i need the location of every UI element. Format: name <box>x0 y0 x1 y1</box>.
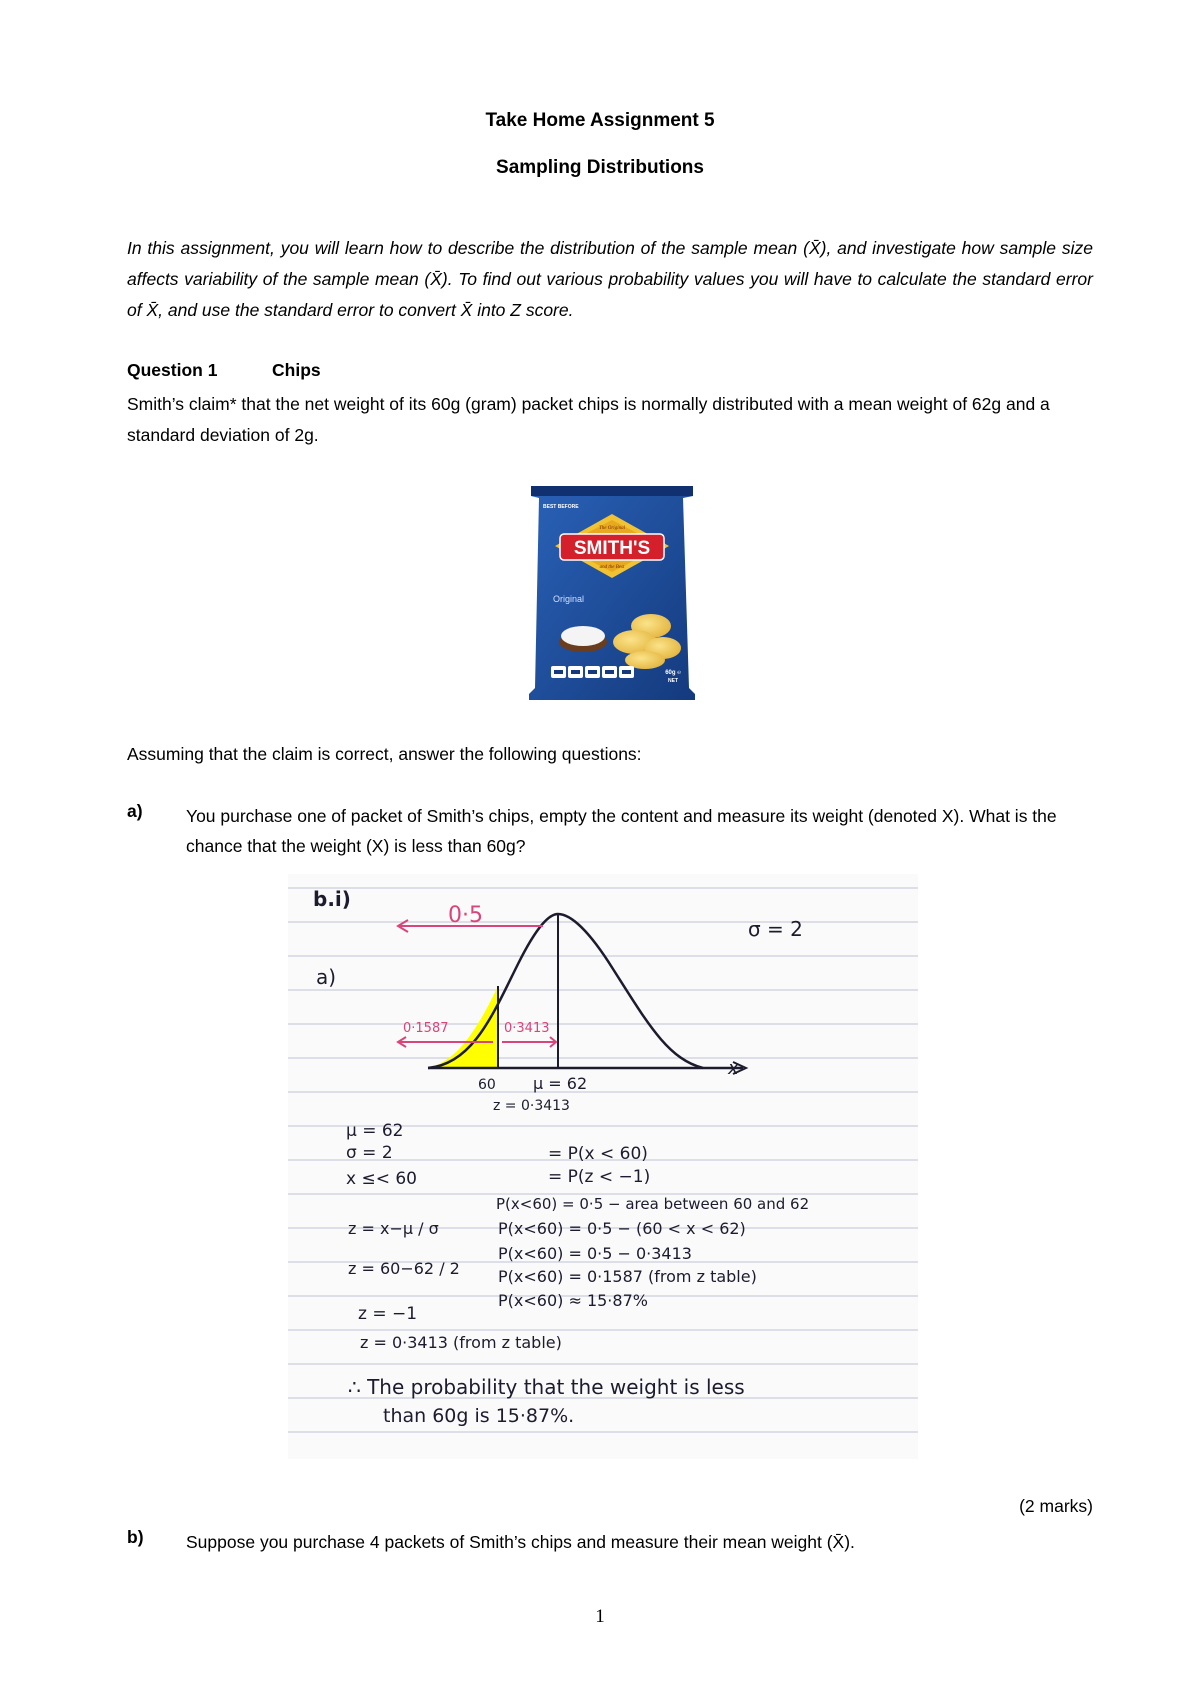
logo-arc-bottom: and the Best <box>599 565 625 570</box>
hw-z-label: z = 0·3413 <box>493 1098 570 1114</box>
hw-x-axis: x <box>728 1058 739 1079</box>
intro-paragraph: In this assignment, you will learn how to describe the distribution of the sample mean (X̄), and investigate how sample size affects variability of the sample mean (X̄). To find out various probability values you will have to calculate the standard error of X̄, and use the standard error to convert X̄ into Z score. <box>127 238 1093 320</box>
hw-mu-label: μ = 62 <box>533 1074 588 1093</box>
hw-z-formula: z = x−μ / σ <box>348 1219 439 1238</box>
brand-logo-text: SMITH'S <box>573 538 651 559</box>
question-topic: Chips <box>272 360 321 380</box>
chips-packet-image <box>523 484 701 702</box>
part-a-text: You purchase one of packet of Smith’s chips, empty the content and measure its weight (denoted X). What is the chance that the weight (X) is less than 60g? <box>186 806 1057 856</box>
hw-part-label: a) <box>316 965 337 989</box>
hw-left-line-2: σ = 2 <box>346 1143 393 1163</box>
hw-right-line-5: P(x<60) = 0·5 − 0·3413 <box>498 1244 692 1263</box>
logo-arc-top: The Original <box>599 526 625 531</box>
flavour-text: Original <box>553 594 585 604</box>
part-b-label: b) <box>127 1527 144 1547</box>
hw-x-value: 60 <box>478 1077 496 1093</box>
question-heading <box>127 360 321 381</box>
hw-right-line-7: P(x<60) ≈ 15·87% <box>498 1291 648 1310</box>
hw-z-calc: z = 60−62 / 2 <box>348 1259 460 1278</box>
net-label-text: NET <box>668 678 678 684</box>
hw-heading: b.i) <box>313 887 351 911</box>
assumption-text: Assuming that the claim is correct, answer the following questions: <box>127 744 642 764</box>
hw-conclusion-1: ∴ The probability that the weight is less <box>348 1375 745 1399</box>
page-title: Take Home Assignment 5 <box>485 110 715 131</box>
best-before-text: BEST BEFORE <box>543 504 579 510</box>
hw-sigma: σ = 2 <box>748 917 803 941</box>
hw-middle-area: 0·3413 <box>504 1021 550 1036</box>
hw-left-line-1: μ = 62 <box>346 1121 404 1141</box>
hw-right-line-3: P(x<60) = 0·5 − area between 60 and 62 <box>496 1195 810 1213</box>
marks-label: (2 marks) <box>1019 1496 1093 1516</box>
claim-text: Smith’s claim* that the net weight of its 60g (gram) packet chips is normally distributed with a mean weight of 62g and a standard deviation of 2g. <box>127 394 1050 445</box>
hw-left-area: 0·1587 <box>403 1021 449 1036</box>
page-number: 1 <box>595 1606 605 1627</box>
hw-left-line-3: x ≤< 60 <box>346 1169 417 1189</box>
hw-right-line-1: = P(x < 60) <box>548 1144 648 1164</box>
hw-z-result: z = −1 <box>358 1304 418 1324</box>
hw-half-area: 0·5 <box>448 903 483 928</box>
hw-conclusion-2: than 60g is 15·87%. <box>383 1405 575 1427</box>
part-b-text: Suppose you purchase 4 packets of Smith’s chips and measure their mean weight (X̄). <box>186 1532 855 1552</box>
hw-right-line-6: P(x<60) = 0·1587 (from z table) <box>498 1267 757 1286</box>
part-a-label: a) <box>127 801 143 821</box>
hw-z-table: z = 0·3413 (from z table) <box>360 1333 562 1352</box>
page-subtitle: Sampling Distributions <box>496 157 704 178</box>
handwritten-solution-image <box>288 874 918 1459</box>
hw-right-line-2: = P(z < −1) <box>548 1167 651 1187</box>
net-weight-text: 60g ℮ <box>665 670 681 676</box>
hw-right-line-4: P(x<60) = 0·5 − (60 < x < 62) <box>498 1219 746 1238</box>
question-label: Question 1 <box>127 360 218 380</box>
